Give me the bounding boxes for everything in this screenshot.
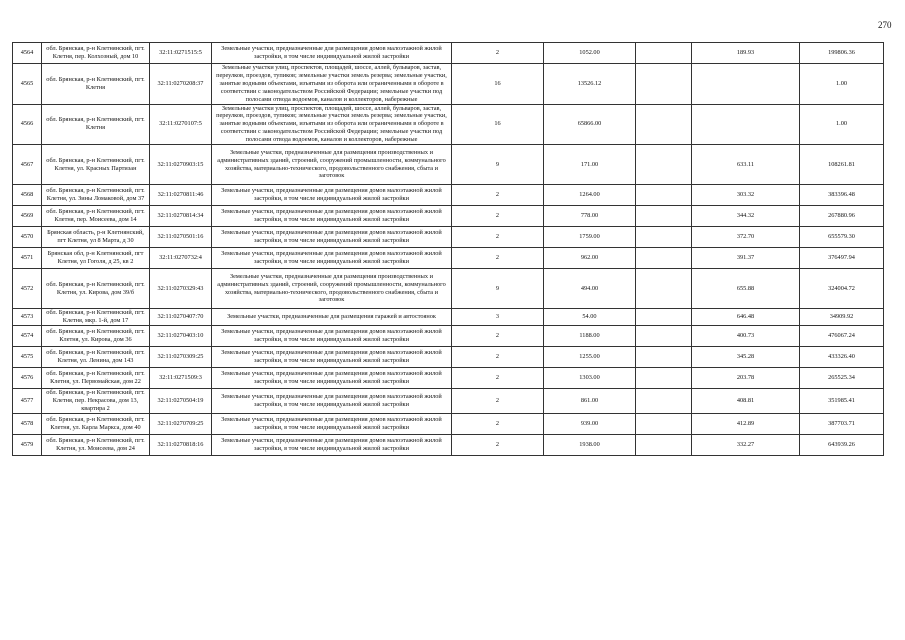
cell-empty — [636, 325, 692, 346]
table-row — [13, 43, 884, 64]
cell-specific-value: 633.11 — [692, 145, 800, 185]
cell-group: 9 — [452, 145, 544, 185]
cell-specific-value — [692, 64, 800, 105]
cell-cadastral-value: 1.00 — [800, 64, 884, 105]
cell-area: 939.00 — [544, 413, 636, 434]
cell-row-number: 4565 — [13, 64, 42, 105]
cell-specific-value: 391.37 — [692, 248, 800, 269]
cell-empty — [636, 413, 692, 434]
cell-empty — [636, 434, 692, 455]
cell-specific-value: 203.78 — [692, 367, 800, 388]
cell-row-number: 4566 — [13, 104, 42, 145]
cell-empty — [636, 43, 692, 64]
cell-area: 54.00 — [544, 309, 636, 326]
cell-row-number: 4575 — [13, 346, 42, 367]
cell-cadastral-value: 643939.26 — [800, 434, 884, 455]
cell-group: 2 — [452, 388, 544, 413]
cell-row-number: 4567 — [13, 145, 42, 185]
cell-land-use: Земельные участки, предназначенные для размещения домов малоэтажной жилой застройки, в том числе индивидуальной жилой застройки — [212, 388, 452, 413]
cell-cadastral-number: 32:11:0270407:70 — [150, 309, 212, 326]
cell-address: обл. Брянская, р-н Клетнянский, пгт. Клетня, ул. Зины Ломаковой, дом 37 — [42, 185, 150, 206]
cell-land-use: Земельные участки, предназначенные для размещения домов малоэтажной жилой застройки, в том числе индивидуальной жилой застройки — [212, 367, 452, 388]
cell-area: 1938.00 — [544, 434, 636, 455]
cell-group: 2 — [452, 185, 544, 206]
cell-area: 65866.00 — [544, 104, 636, 145]
cell-land-use: Земельные участки, предназначенные для размещения домов малоэтажной жилой застройки, в том числе индивидуальной жилой застройки — [212, 413, 452, 434]
cell-area: 861.00 — [544, 388, 636, 413]
cell-empty — [636, 346, 692, 367]
cell-address: обл. Брянская, р-н Клетнянский, пгт. Клетня, ул. Кирова, дом 39/б — [42, 269, 150, 309]
cell-cadastral-number: 32:11:0270107:5 — [150, 104, 212, 145]
cell-address: обл. Брянская, р-н Клетнянский, пгт. Клетня — [42, 64, 150, 105]
cell-row-number: 4564 — [13, 43, 42, 64]
page-number: 270 — [878, 20, 892, 30]
cell-row-number: 4576 — [13, 367, 42, 388]
table-row — [13, 206, 884, 227]
cell-empty — [636, 206, 692, 227]
cell-land-use: Земельные участки, предназначенные для размещения домов малоэтажной жилой застройки, в том числе индивидуальной жилой застройки — [212, 434, 452, 455]
cell-address: обл. Брянская, р-н Клетнянский, пгт. Клетня, ул. Моисеева, дом 24 — [42, 434, 150, 455]
cell-cadastral-number: 32:11:0270329:43 — [150, 269, 212, 309]
cell-row-number: 4572 — [13, 269, 42, 309]
cell-cadastral-number: 32:11:0270903:15 — [150, 145, 212, 185]
cell-row-number: 4571 — [13, 248, 42, 269]
cell-area: 1264.00 — [544, 185, 636, 206]
cell-empty — [636, 367, 692, 388]
cell-specific-value: 372.70 — [692, 227, 800, 248]
cell-empty — [636, 269, 692, 309]
cell-cadastral-value: 655579.30 — [800, 227, 884, 248]
cell-cadastral-number: 32:11:0270732:4 — [150, 248, 212, 269]
cadastral-value-table — [12, 42, 884, 456]
cell-land-use: Земельные участки, предназначенные для размещения домов малоэтажной жилой застройки, в том числе индивидуальной жилой застройки — [212, 325, 452, 346]
cell-group: 2 — [452, 413, 544, 434]
cell-group: 3 — [452, 309, 544, 326]
cell-cadastral-number: 32:11:0270501:16 — [150, 227, 212, 248]
cell-row-number: 4569 — [13, 206, 42, 227]
cell-row-number: 4578 — [13, 413, 42, 434]
cell-specific-value: 345.28 — [692, 346, 800, 367]
cell-row-number: 4568 — [13, 185, 42, 206]
cell-address: обл. Брянская, р-н Клетнянский, пгт. Клетня, пер. Моисеева, дом 14 — [42, 206, 150, 227]
cell-cadastral-number: 32:11:0271509:3 — [150, 367, 212, 388]
cell-group: 2 — [452, 206, 544, 227]
cell-land-use: Земельные участки, предназначенные для размещения домов малоэтажной жилой застройки, в том числе индивидуальной жилой застройки — [212, 43, 452, 64]
cell-land-use: Земельные участки, предназначенные для размещения производственных и административных зданий, строений, сооружений промышленности, коммунального хозяйства, материально-технического, продовольственного снабжения, сбыта и заготовок — [212, 269, 452, 309]
cell-land-use: Земельные участки, предназначенные для размещения производственных и административных зданий, строений, сооружений промышленности, коммунального хозяйства, материально-технического, продовольственного снабжения, сбыта и заготовок — [212, 145, 452, 185]
cell-specific-value: 646.48 — [692, 309, 800, 326]
cell-area: 1188.00 — [544, 325, 636, 346]
cell-cadastral-value: 383396.48 — [800, 185, 884, 206]
cell-land-use: Земельные участки, предназначенные для размещения домов малоэтажной жилой застройки, в том числе индивидуальной жилой застройки — [212, 248, 452, 269]
cell-group: 2 — [452, 43, 544, 64]
cell-cadastral-value: 1.00 — [800, 104, 884, 145]
cell-row-number: 4573 — [13, 309, 42, 326]
table-row — [13, 269, 884, 309]
cell-empty — [636, 227, 692, 248]
cell-specific-value: 303.32 — [692, 185, 800, 206]
cell-cadastral-value: 34909.92 — [800, 309, 884, 326]
cell-row-number: 4577 — [13, 388, 42, 413]
cell-area: 171.00 — [544, 145, 636, 185]
table-row — [13, 104, 884, 145]
cell-address: обл. Брянская, р-н Клетнянский, пгт. Клетня, пер. Колхозный, дом 10 — [42, 43, 150, 64]
cell-specific-value: 412.89 — [692, 413, 800, 434]
cell-land-use: Земельные участки улиц, проспектов, площадей, шоссе, аллей, бульваров, застав, переулков, проездов, тупиков; земельные участки земель резерва; земельные участки, занятые водными объектами, изъятыми из оборота или ограниченными в обороте в соответствии с законодательством Российской Федерации; земельные участки под полосами отвода водоемов, каналов и коллекторов, набережные — [212, 104, 452, 145]
cell-cadastral-number: 32:11:0270403:10 — [150, 325, 212, 346]
cell-area: 1759.00 — [544, 227, 636, 248]
table-row — [13, 434, 884, 455]
cell-address: Брянская область, р-н Клетнянский, пгт Клетня, ул 8 Марта, д 30 — [42, 227, 150, 248]
table-row — [13, 388, 884, 413]
cell-area: 494.00 — [544, 269, 636, 309]
cell-empty — [636, 309, 692, 326]
cell-specific-value: 332.27 — [692, 434, 800, 455]
cell-cadastral-value: 108261.81 — [800, 145, 884, 185]
cell-land-use: Земельные участки, предназначенные для размещения домов малоэтажной жилой застройки, в том числе индивидуальной жилой застройки — [212, 346, 452, 367]
cell-address: обл. Брянская, р-н Клетнянский, пгт. Клетня — [42, 104, 150, 145]
cell-empty — [636, 248, 692, 269]
cell-cadastral-value: 324004.72 — [800, 269, 884, 309]
table-row — [13, 367, 884, 388]
table-row — [13, 64, 884, 105]
cell-specific-value: 655.88 — [692, 269, 800, 309]
cell-row-number: 4574 — [13, 325, 42, 346]
cell-area: 13526.12 — [544, 64, 636, 105]
cell-cadastral-value: 476067.24 — [800, 325, 884, 346]
cell-address: обл. Брянская, р-н Клетнянский, пгт. Клетня, мкр. 1-й, дом 17 — [42, 309, 150, 326]
cell-group: 2 — [452, 227, 544, 248]
cell-cadastral-number: 32:11:0270811:46 — [150, 185, 212, 206]
cell-address: обл. Брянская, р-н Клетнянский, пгт. Клетня, ул. Кирова, дом 36 — [42, 325, 150, 346]
cell-cadastral-number: 32:11:0270814:34 — [150, 206, 212, 227]
cell-land-use: Земельные участки, предназначенные для размещения домов малоэтажной жилой застройки, в том числе индивидуальной жилой застройки — [212, 227, 452, 248]
table-row — [13, 145, 884, 185]
cell-group: 2 — [452, 346, 544, 367]
cell-specific-value: 408.81 — [692, 388, 800, 413]
cell-empty — [636, 145, 692, 185]
cell-area: 1052.00 — [544, 43, 636, 64]
cell-cadastral-number: 32:11:0270504:19 — [150, 388, 212, 413]
cell-cadastral-number: 32:11:0270309:25 — [150, 346, 212, 367]
cell-area: 1303.00 — [544, 367, 636, 388]
cell-specific-value — [692, 104, 800, 145]
cell-specific-value: 189.93 — [692, 43, 800, 64]
cell-land-use: Земельные участки, предназначенные для размещения домов малоэтажной жилой застройки, в том числе индивидуальной жилой застройки — [212, 185, 452, 206]
cell-cadastral-value: 376497.94 — [800, 248, 884, 269]
cell-cadastral-number: 32:11:0270818:16 — [150, 434, 212, 455]
cell-address: обл. Брянская, р-н Клетнянский, пгт. Клетня, ул. Ленина, дом 143 — [42, 346, 150, 367]
cell-group: 2 — [452, 325, 544, 346]
cell-group: 2 — [452, 367, 544, 388]
cell-group: 2 — [452, 434, 544, 455]
table-row — [13, 309, 884, 326]
cell-empty — [636, 185, 692, 206]
cell-area: 1255.00 — [544, 346, 636, 367]
cell-group: 16 — [452, 64, 544, 105]
cell-area: 778.00 — [544, 206, 636, 227]
cell-land-use: Земельные участки, предназначенные для размещения домов малоэтажной жилой застройки, в том числе индивидуальной жилой застройки — [212, 206, 452, 227]
cell-cadastral-number: 32:11:0270208:37 — [150, 64, 212, 105]
cell-cadastral-value: 265525.34 — [800, 367, 884, 388]
cell-address: Брянская обл, р-н Клетнянский, пгт Клетня, ул Гоголя, д 25, кв 2 — [42, 248, 150, 269]
cell-land-use: Земельные участки улиц, проспектов, площадей, шоссе, аллей, бульваров, застав, переулков, проездов, тупиков; земельные участки земель резерва; земельные участки, занятые водными объектами, изъятыми из оборота или ограниченными в обороте в соответствии с законодательством Российской Федерации; земельные участки под полосами отвода водоемов, каналов и коллекторов, набережные — [212, 64, 452, 105]
table-row — [13, 346, 884, 367]
cell-cadastral-value: 433326.40 — [800, 346, 884, 367]
cell-group: 9 — [452, 269, 544, 309]
table-row — [13, 185, 884, 206]
cell-land-use: Земельные участки, предназначенные для размещения гаражей и автостоянок — [212, 309, 452, 326]
cell-group: 16 — [452, 104, 544, 145]
cell-empty — [636, 388, 692, 413]
cell-cadastral-value: 387703.71 — [800, 413, 884, 434]
cell-address: обл. Брянская, р-н Клетнянский, пгт. Клетня, пер. Некрасова, дом 13, квартира 2 — [42, 388, 150, 413]
table-row — [13, 325, 884, 346]
cell-row-number: 4579 — [13, 434, 42, 455]
cell-address: обл. Брянская, р-н Клетнянский, пгт. Клетня, ул. Карла Маркса, дом 40 — [42, 413, 150, 434]
table-row — [13, 413, 884, 434]
cell-specific-value: 344.32 — [692, 206, 800, 227]
cell-address: обл. Брянская, р-н Клетнянский, пгт. Клетня, ул. Первомайская, дом 22 — [42, 367, 150, 388]
table-row — [13, 248, 884, 269]
cell-row-number: 4570 — [13, 227, 42, 248]
table-row — [13, 227, 884, 248]
cell-cadastral-number: 32:11:0270709:25 — [150, 413, 212, 434]
cell-empty — [636, 104, 692, 145]
cell-empty — [636, 64, 692, 105]
cell-cadastral-number: 32:11:0271515:5 — [150, 43, 212, 64]
cell-cadastral-value: 351985.41 — [800, 388, 884, 413]
cell-group: 2 — [452, 248, 544, 269]
cell-area: 962.00 — [544, 248, 636, 269]
cell-specific-value: 400.73 — [692, 325, 800, 346]
cell-cadastral-value: 267880.96 — [800, 206, 884, 227]
cell-cadastral-value: 199806.36 — [800, 43, 884, 64]
cell-address: обл. Брянская, р-н Клетнянский, пгт. Клетня, ул. Красных Партизан — [42, 145, 150, 185]
